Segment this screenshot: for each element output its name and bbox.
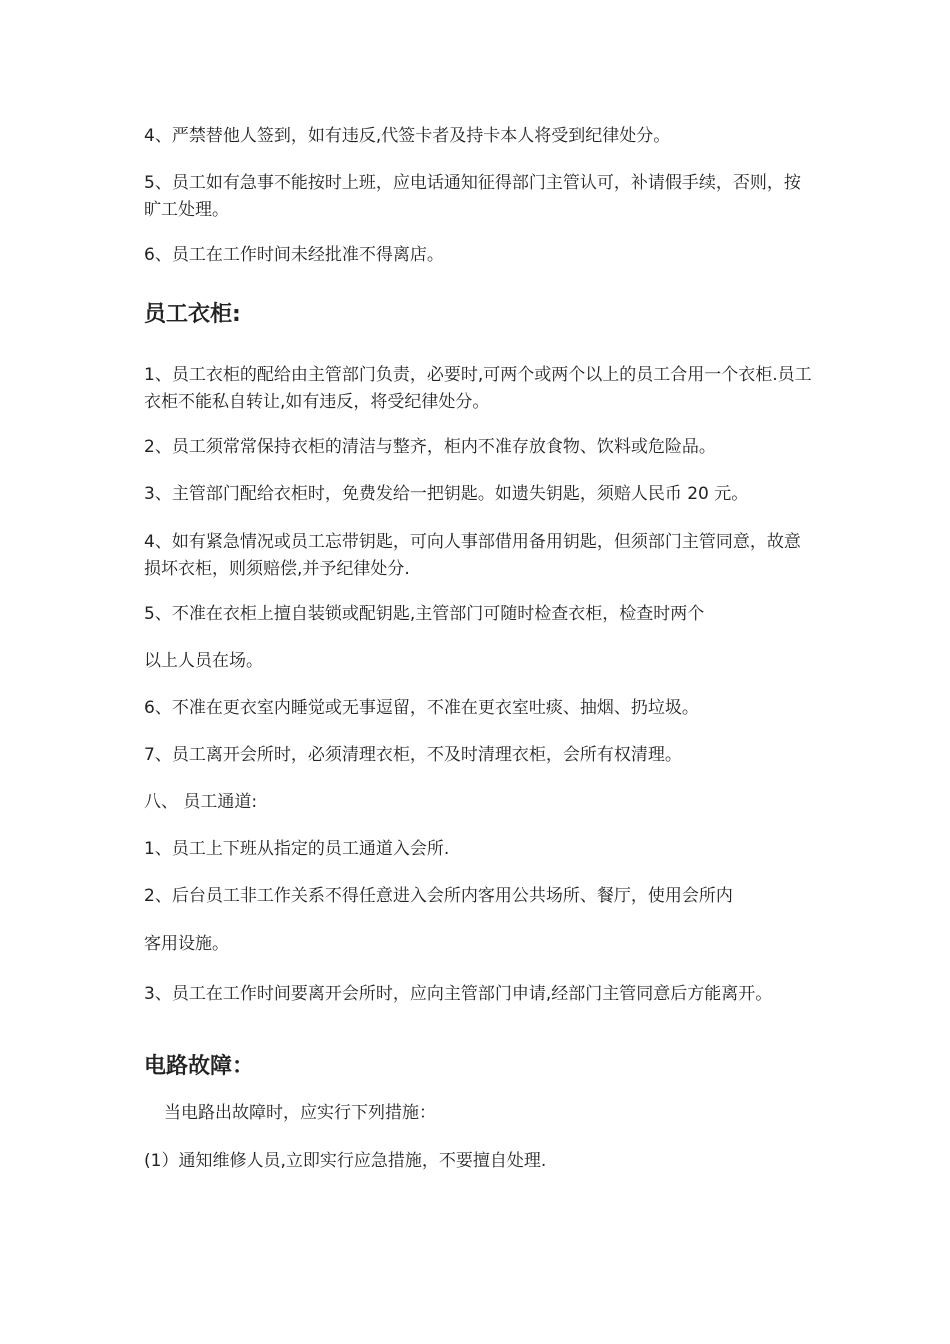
circuit-section-heading: 电路故障：: [144, 1054, 255, 1079]
locker-rule-3: 3、主管部门配给衣柜时，免费发给一把钥匙。如遗失钥匙，须赔人民币 20 元。: [144, 484, 749, 504]
locker-rule-5-line-1: 5、不准在衣柜上擅自装锁或配钥匙,主管部门可随时检查衣柜，检查时两个: [144, 604, 705, 624]
attendance-rule-5: 5、员工如有急事不能按时上班，应电话通知征得部门主管认可，补请假手续，否则，按旷工处理。: [144, 173, 801, 220]
locker-section-heading: 员工衣柜:: [144, 302, 241, 327]
passage-section-heading: 八、 员工通道:: [144, 792, 258, 812]
locker-rule-1: 1、员工衣柜的配给由主管部门负责，必要时,可两个或两个以上的员工合用一个衣柜.员工衣柜不能私自转让,如有违反，将受纪律处分。: [144, 365, 812, 412]
locker-rule-2: 2、员工须常常保持衣柜的清洁与整齐，柜内不准存放食物、饮料或危险品。: [144, 437, 716, 457]
circuit-intro: 当电路出故障时，应实行下列措施：: [164, 1103, 436, 1123]
circuit-measure-1: (1）通知维修人员,立即实行应急措施，不要擅自处理.: [144, 1151, 547, 1171]
locker-rule-5-line-2: 以上人员在场。: [144, 651, 263, 671]
attendance-rule-6: 6、员工在工作时间未经批准不得离店。: [144, 245, 444, 265]
passage-rule-3: 3、员工在工作时间要离开会所时，应向主管部门申请,经部门主管同意后方能离开。: [144, 984, 773, 1004]
locker-rule-6: 6、不准在更衣室内睡觉或无事逗留，不准在更衣室吐痰、抽烟、扔垃圾。: [144, 698, 699, 718]
passage-rule-1: 1、员工上下班从指定的员工通道入会所.: [144, 839, 450, 859]
passage-rule-2-line-2: 客用设施。: [144, 934, 229, 954]
locker-rule-7: 7、员工离开会所时，必须清理衣柜，不及时清理衣柜，会所有权清理。: [144, 745, 682, 765]
locker-rule-4: 4、如有紧急情况或员工忘带钥匙，可向人事部借用备用钥匙，但须部门主管同意，故意损坏衣柜，则须赔偿,并予纪律处分.: [144, 532, 801, 579]
passage-rule-2-line-1: 2、后台员工非工作关系不得任意进入会所内客用公共场所、餐厅，使用会所内: [144, 886, 733, 906]
attendance-rule-4: 4、严禁替他人签到，如有违反,代签卡者及持卡本人将受到纪律处分。: [144, 126, 671, 146]
